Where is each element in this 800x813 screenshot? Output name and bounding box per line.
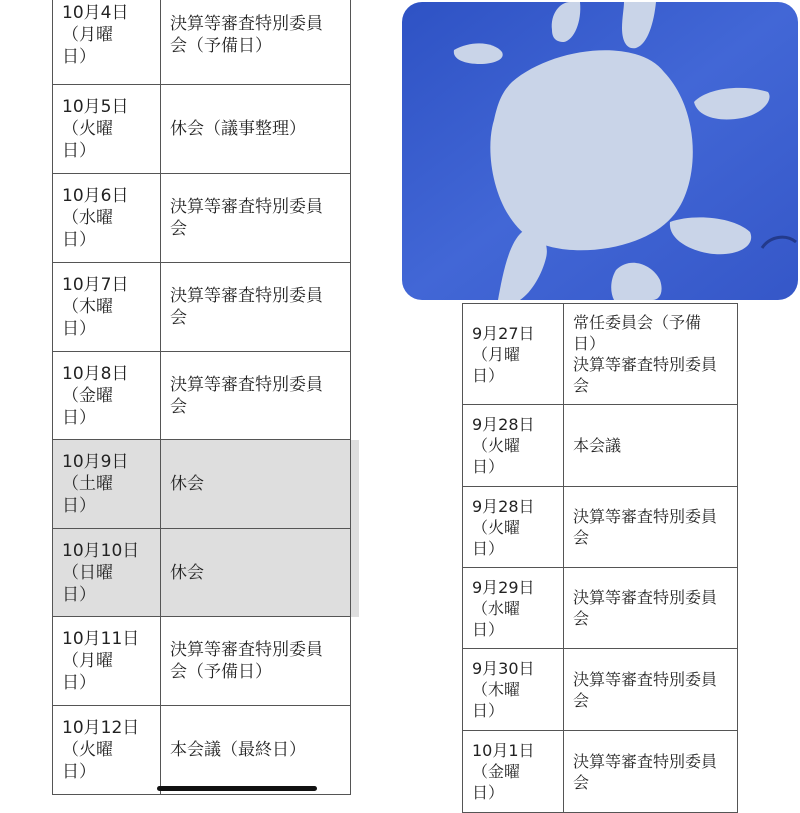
next-column-edge [351, 440, 359, 529]
event-cell: 決算等審査特別委員 会 [564, 731, 738, 813]
next-column-edge [738, 731, 746, 813]
event-cell: 決算等審査特別委員 会 [161, 352, 351, 440]
next-column-edge [738, 487, 746, 568]
next-column-edge [738, 568, 746, 649]
date-cell: 10月12日 （火曜 日） [53, 706, 161, 795]
date-cell: 10月1日 （金曜 日） [463, 731, 564, 813]
schedule-row [463, 304, 746, 405]
schedule-row [463, 405, 746, 487]
event-cell: 休会 [161, 529, 351, 617]
event-cell: 常任委員会（予備 日） 決算等審査特別委員 会 [564, 304, 738, 405]
schedule-row [53, 0, 359, 85]
event-cell: 決算等審査特別委員 会（予備日） [161, 0, 351, 85]
date-cell: 10月6日 （水曜 日） [53, 174, 161, 263]
date-cell: 10月9日 （土曜 日） [53, 440, 161, 529]
event-cell: 本会議 [564, 405, 738, 487]
schedule-row [53, 440, 359, 529]
next-column-edge [351, 174, 359, 263]
date-cell: 9月28日 （火曜 日） [463, 405, 564, 487]
schedule-table-right [462, 303, 746, 813]
next-column-edge [351, 617, 359, 706]
event-cell: 決算等審査特別委員 会 [161, 174, 351, 263]
schedule-row [53, 706, 359, 795]
schedule-row [53, 529, 359, 617]
schedule-row [53, 617, 359, 706]
next-column-edge [351, 263, 359, 352]
schedule-row [53, 85, 359, 174]
sun-body [490, 50, 692, 250]
next-column-edge [738, 649, 746, 731]
date-cell: 9月27日 （月曜 日） [463, 304, 564, 405]
next-column-edge [351, 85, 359, 174]
event-cell: 決算等審査特別委員 会（予備日） [161, 617, 351, 706]
date-cell: 9月29日 （水曜 日） [463, 568, 564, 649]
date-cell: 9月28日 （火曜 日） [463, 487, 564, 568]
schedule-row [463, 731, 746, 813]
event-cell: 休会 [161, 440, 351, 529]
schedule-row [53, 263, 359, 352]
event-cell: 決算等審査特別委員 会 [564, 649, 738, 731]
next-column-edge [351, 706, 359, 795]
next-column-edge [351, 529, 359, 617]
next-column-edge [738, 304, 746, 405]
event-cell: 決算等審査特別委員 会 [564, 568, 738, 649]
next-column-edge [351, 0, 359, 85]
schedule-row [463, 568, 746, 649]
next-column-edge [738, 405, 746, 487]
event-cell: 決算等審査特別委員 会 [564, 487, 738, 568]
date-cell: 10月7日 （木曜 日） [53, 263, 161, 352]
schedule-row [53, 174, 359, 263]
schedule-row [53, 352, 359, 440]
event-cell: 決算等審査特別委員 会 [161, 263, 351, 352]
date-cell: 10月5日 （火曜 日） [53, 85, 161, 174]
schedule-row [463, 487, 746, 568]
scroll-indicator[interactable] [157, 786, 317, 791]
sun-cloth-photo [402, 2, 798, 300]
date-cell: 10月8日 （金曜 日） [53, 352, 161, 440]
date-cell: 10月4日 （月曜 日） [53, 0, 161, 85]
next-column-edge [351, 352, 359, 440]
event-cell: 休会（議事整理） [161, 85, 351, 174]
date-cell: 10月10日 （日曜 日） [53, 529, 161, 617]
event-cell: 本会議（最終日） [161, 706, 351, 795]
date-cell: 9月30日 （木曜 日） [463, 649, 564, 731]
date-cell: 10月11日 （月曜 日） [53, 617, 161, 706]
schedule-table-left [52, 0, 359, 795]
schedule-row [463, 649, 746, 731]
